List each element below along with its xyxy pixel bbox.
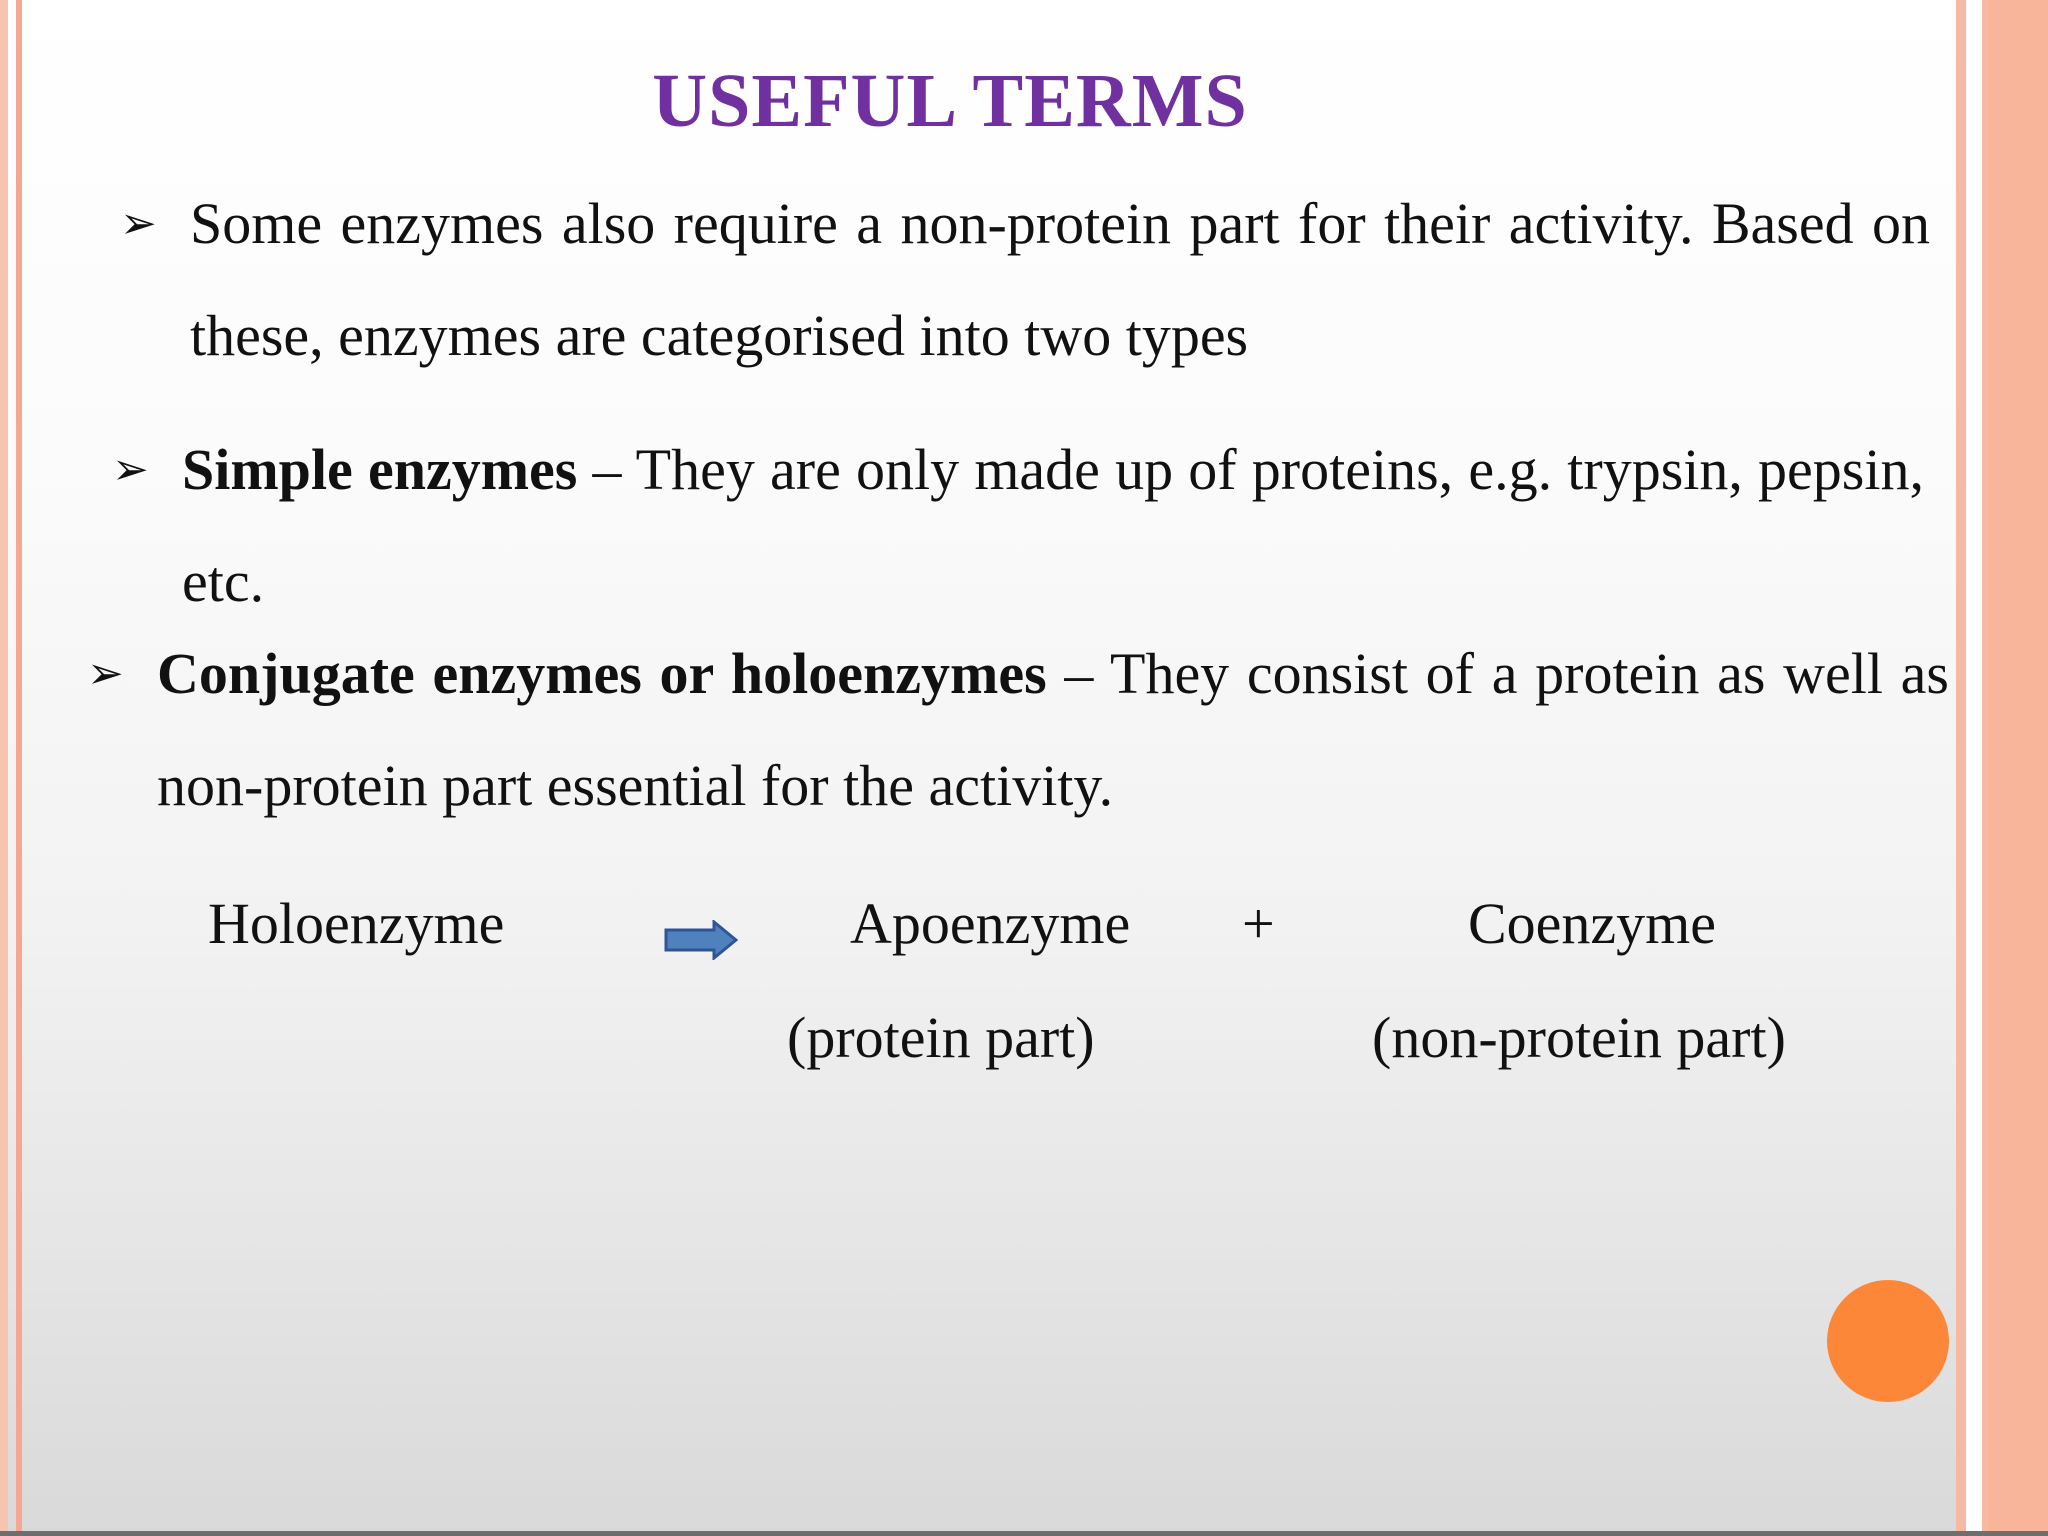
left-border (0, 0, 8, 1536)
right-border (1956, 0, 1966, 1536)
equation-holoenzyme: Holoenzyme (208, 891, 505, 956)
bottom-divider (0, 1531, 2048, 1536)
decorative-circle (1827, 1280, 1949, 1402)
bullet-item (112, 414, 1924, 638)
bullet-text: – They are only made up of proteins, e.g. trypsin, pepsin, etc. (182, 437, 1924, 614)
right-arrow-icon (664, 920, 738, 960)
bullet-text: Some enzymes also require a non-protein part for their activity. Based on these, enzymes are categorised into two types (190, 191, 1930, 368)
equation-apoenzyme: Apoenzyme (850, 891, 1131, 956)
left-border-inner (16, 0, 22, 1536)
bullet-text: – They consist of a protein as well as non-protein part essential for the activity. (157, 641, 1949, 818)
right-border-band (1988, 0, 2048, 1536)
right-border-gap (1966, 0, 1982, 1536)
bullet-term: Conjugate enzymes or holoenzymes (157, 641, 1047, 706)
arrow-bullet-icon: ➢ (87, 648, 124, 699)
equation-coenzyme: Coenzyme (1468, 891, 1717, 956)
bullet-item (120, 168, 1930, 392)
bullet-item (87, 618, 1949, 842)
equation-plus: + (1242, 891, 1275, 956)
equation-non-protein-note: (non-protein part) (1372, 1005, 1786, 1070)
bullet-term: Simple enzymes (182, 437, 578, 502)
equation-protein-note: (protein part) (787, 1005, 1095, 1070)
arrow-bullet-icon: ➢ (120, 198, 157, 249)
slide-title: USEFUL TERMS (652, 59, 1248, 143)
arrow-bullet-icon: ➢ (112, 444, 149, 495)
